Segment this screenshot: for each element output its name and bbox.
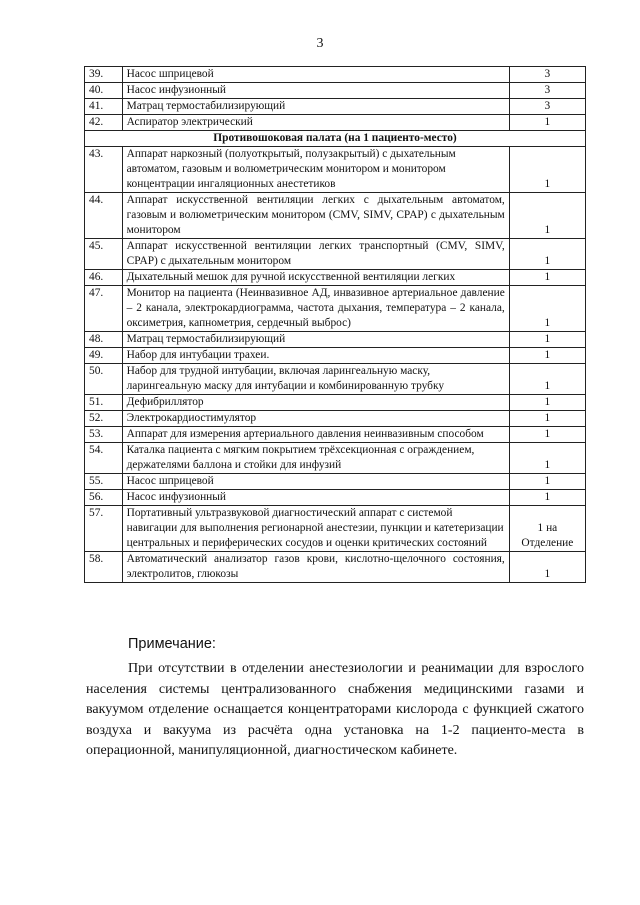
item-name: Аппарат для измерения артериального давления неинвазивным способом: [122, 427, 509, 443]
note-text: При отсутствии в отделении анестезиологии и реанимации для взрослого населения системы централизованного снабжения медицинскими газами и вакуумом отделение оснащается концентраторами кислорода с функцией сжатого воздуха и вакуума из расчёта одна установка на 1-2 пациенто-места в операционной, манипуляционной, диагностическом кабинете.: [86, 661, 584, 758]
table-row: [85, 193, 586, 239]
item-quantity: 1: [509, 490, 585, 506]
table-row: [85, 99, 586, 115]
item-name: Насос шприцевой: [122, 474, 509, 490]
item-quantity: 1: [509, 270, 585, 286]
table-row: [85, 395, 586, 411]
row-number: 48.: [85, 332, 123, 348]
table-row: [85, 490, 586, 506]
item-name: Портативный ультразвуковой диагностический аппарат с системой навигации для выполнения регионарной анестезии, пункции и катетеризации центральных и периферических сосудов и оценки критических состояний: [122, 506, 509, 552]
item-name: Аппарат искусственной вентиляции легких с дыхательным автоматом, газовым и волюметрическим монитором (CMV, SIMV, CPAP) с дыхательным монитором: [122, 193, 509, 239]
item-quantity: 1: [509, 332, 585, 348]
item-quantity: 1: [509, 395, 585, 411]
item-quantity: 1: [509, 348, 585, 364]
item-quantity: 3: [509, 99, 585, 115]
item-quantity: 1: [509, 286, 585, 332]
table-row: [85, 67, 586, 83]
item-name: Матрац термостабилизирующий: [122, 332, 509, 348]
row-number: 52.: [85, 411, 123, 427]
section-title: Противошоковая палата (на 1 пациенто-место): [85, 131, 586, 147]
table-row: [85, 286, 586, 332]
item-quantity: 1: [509, 147, 585, 193]
table-row: [85, 147, 586, 193]
row-number: 45.: [85, 239, 123, 270]
item-name: Насос шприцевой: [122, 67, 509, 83]
row-number: 51.: [85, 395, 123, 411]
row-number: 57.: [85, 506, 123, 552]
table-row: [85, 364, 586, 395]
item-quantity: 1: [509, 552, 585, 583]
item-quantity: 1 на Отделение: [509, 506, 585, 552]
item-name: Насос инфузионный: [122, 83, 509, 99]
table-row: [85, 474, 586, 490]
row-number: 53.: [85, 427, 123, 443]
row-number: 49.: [85, 348, 123, 364]
item-name: Аппарат наркозный (полуоткрытый, полузакрытый) с дыхательным автоматом, газовым и волюметрическим монитором и монитором концентрации ингаляционных анестетиков: [122, 147, 509, 193]
table-row: [85, 239, 586, 270]
item-quantity: 1: [509, 364, 585, 395]
item-name: Аппарат искусственной вентиляции легких транспортный (CMV, SIMV, CPAP) с дыхательным монитором: [122, 239, 509, 270]
item-name: Каталка пациента с мягким покрытием трёхсекционная с ограждением, держателями баллона и стойки для инфузий: [122, 443, 509, 474]
row-number: 58.: [85, 552, 123, 583]
page-number: 3: [316, 36, 324, 51]
table-row: [85, 348, 586, 364]
row-number: 44.: [85, 193, 123, 239]
item-quantity: 3: [509, 67, 585, 83]
item-name: Электрокардиостимулятор: [122, 411, 509, 427]
table-row: [85, 411, 586, 427]
item-quantity: 3: [509, 83, 585, 99]
table-row: [85, 506, 586, 552]
item-name: Набор для трудной интубации, включая ларингеальную маску, ларингеальную маску для интубации и комбинированную трубку: [122, 364, 509, 395]
row-number: 50.: [85, 364, 123, 395]
row-number: 42.: [85, 115, 123, 131]
table-row: [85, 83, 586, 99]
row-number: 54.: [85, 443, 123, 474]
item-name: Автоматический анализатор газов крови, кислотно-щелочного состояния, электролитов, глюкозы: [122, 552, 509, 583]
equipment-table: [84, 66, 586, 583]
note-title: Примечание:: [128, 636, 216, 652]
row-number: 46.: [85, 270, 123, 286]
item-quantity: 1: [509, 443, 585, 474]
row-number: 41.: [85, 99, 123, 115]
item-quantity: 1: [509, 427, 585, 443]
section-header-row: [85, 131, 586, 147]
item-name: Матрац термостабилизирующий: [122, 99, 509, 115]
item-name: Монитор на пациента (Неинвазивное АД, инвазивное артериальное давление – 2 канала, электрокардиограмма, частота дыхания, температура – 2 канала, оксиметрия, капнометрия, сердечный выброс): [122, 286, 509, 332]
row-number: 47.: [85, 286, 123, 332]
item-quantity: 1: [509, 474, 585, 490]
table-row: [85, 427, 586, 443]
row-number: 39.: [85, 67, 123, 83]
row-number: 40.: [85, 83, 123, 99]
item-name: Насос инфузионный: [122, 490, 509, 506]
item-name: Набор для интубации трахеи.: [122, 348, 509, 364]
table-row: [85, 270, 586, 286]
item-quantity: 1: [509, 239, 585, 270]
table-row: [85, 443, 586, 474]
item-quantity: 1: [509, 193, 585, 239]
row-number: 55.: [85, 474, 123, 490]
item-name: Дефибриллятор: [122, 395, 509, 411]
row-number: 43.: [85, 147, 123, 193]
table-row: [85, 552, 586, 583]
item-name: Дыхательный мешок для ручной искусственной вентиляции легких: [122, 270, 509, 286]
row-number: 56.: [85, 490, 123, 506]
item-name: Аспиратор электрический: [122, 115, 509, 131]
table-row: [85, 115, 586, 131]
table-row: [85, 332, 586, 348]
item-quantity: 1: [509, 411, 585, 427]
item-quantity: 1: [509, 115, 585, 131]
